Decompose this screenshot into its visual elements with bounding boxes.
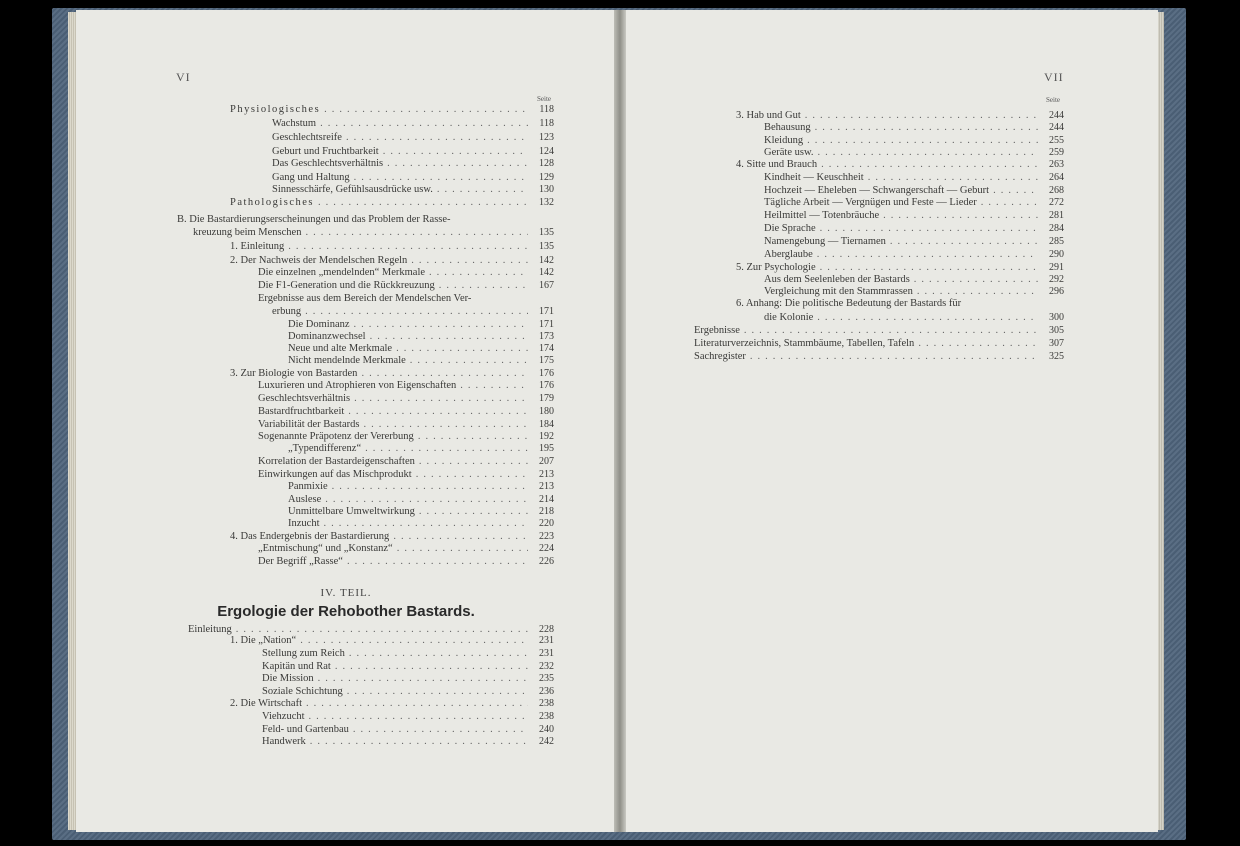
dot-leader xyxy=(820,262,1038,274)
dot-leader xyxy=(419,456,528,468)
dot-leader xyxy=(883,210,1038,222)
dot-leader xyxy=(817,249,1038,261)
toc-entry xyxy=(262,736,554,748)
toc-entry-title: Die Sprache xyxy=(764,223,816,234)
toc-entry xyxy=(764,122,1064,134)
toc-page-number: 259 xyxy=(1049,147,1064,158)
toc-entry-title: 4. Sitte und Brauch xyxy=(736,159,818,170)
dot-leader xyxy=(310,736,528,748)
toc-entry-title: Neue und alte Merkmale xyxy=(288,343,393,354)
toc-entry xyxy=(288,494,554,506)
toc-page-number: 305 xyxy=(1049,325,1064,336)
toc-page-number: 173 xyxy=(539,331,554,342)
toc-entry-title: Vergleichung mit den Stammrassen xyxy=(764,286,913,297)
toc-page-number: 171 xyxy=(539,319,554,330)
toc-entry xyxy=(258,543,554,555)
toc-page-number: 290 xyxy=(1049,249,1064,260)
toc-page-number: 231 xyxy=(539,635,554,646)
toc-entry xyxy=(288,443,554,455)
toc-entry-title: Hochzeit — Eheleben — Schwangerschaft — Geburt xyxy=(764,185,990,196)
toc-entry-title: Auslese xyxy=(288,494,322,505)
toc-page-number: 167 xyxy=(539,280,554,291)
toc-page-number: 240 xyxy=(539,724,554,735)
toc-page-number: 130 xyxy=(539,184,554,195)
dot-leader xyxy=(914,274,1038,286)
toc-entry-title: Viehzucht xyxy=(262,711,305,722)
toc-entry-title: Panmixie xyxy=(288,481,328,492)
toc-entry xyxy=(764,135,1064,147)
toc-entry xyxy=(262,648,554,660)
dot-leader xyxy=(807,135,1038,147)
toc-entry-title: B. Die Bastardierungserscheinungen und das Problem der Rasse- xyxy=(177,214,451,225)
toc-page-number: 132 xyxy=(539,197,554,208)
dot-leader xyxy=(387,158,528,170)
dot-leader xyxy=(460,380,528,392)
dot-leader xyxy=(288,241,528,253)
dot-leader xyxy=(324,518,529,530)
toc-entry xyxy=(694,351,1064,363)
toc-page-number: 232 xyxy=(539,661,554,672)
seite-label-right: Seite xyxy=(1046,96,1060,104)
toc-page-number: 135 xyxy=(539,241,554,252)
toc-entry xyxy=(258,280,554,292)
toc-page-number: 296 xyxy=(1049,286,1064,297)
toc-entry-title: Geschlechtsreife xyxy=(272,132,342,143)
toc-entry-title: Ergebnisse xyxy=(694,325,740,336)
toc-page-number: 213 xyxy=(539,469,554,480)
dot-leader xyxy=(439,280,528,292)
dot-leader xyxy=(429,267,528,279)
toc-page-number: 179 xyxy=(539,393,554,404)
toc-page-number: 128 xyxy=(539,158,554,169)
toc-page-number: 238 xyxy=(539,698,554,709)
toc-page-number: 244 xyxy=(1049,122,1064,133)
dot-leader xyxy=(397,543,528,555)
toc-entry-title: „Entmischung“ und „Konstanz“ xyxy=(258,543,393,554)
dot-leader xyxy=(348,406,528,418)
dot-leader xyxy=(354,319,528,331)
toc-entry-title: Inzucht xyxy=(288,518,320,529)
toc-entry-title: Kleidung xyxy=(764,135,804,146)
toc-entry-title: Einleitung xyxy=(188,624,232,635)
toc-page-number: 291 xyxy=(1049,262,1064,273)
toc-entry xyxy=(736,159,1064,171)
toc-page-number: 223 xyxy=(539,531,554,542)
toc-entry-title: Wachstum xyxy=(272,118,317,129)
toc-entry xyxy=(272,146,554,158)
dot-leader xyxy=(396,343,528,355)
toc-page-number: 175 xyxy=(539,355,554,366)
toc-entry-title: 2. Der Nachweis der Mendelschen Regeln xyxy=(230,255,408,266)
part-title: IV. TEIL. xyxy=(320,587,372,599)
dot-leader xyxy=(370,331,528,343)
toc-page-number: 263 xyxy=(1049,159,1064,170)
toc-entry xyxy=(262,661,554,673)
toc-entry xyxy=(288,355,554,367)
dot-leader xyxy=(393,531,528,543)
dot-leader xyxy=(354,393,528,405)
dot-leader xyxy=(305,306,528,318)
toc-entry-title: Feld- und Gartenbau xyxy=(262,724,349,735)
book-gutter xyxy=(614,10,626,832)
toc-entry-title: kreuzung beim Menschen xyxy=(193,227,302,238)
toc-entry-title: die Kolonie xyxy=(764,312,814,323)
toc-page-number: 214 xyxy=(539,494,554,505)
toc-entry xyxy=(258,293,471,305)
toc-entry xyxy=(764,286,1064,298)
toc-page-number: 176 xyxy=(539,380,554,391)
toc-page-number: 218 xyxy=(539,506,554,517)
toc-entry xyxy=(288,506,554,518)
toc-entry xyxy=(230,104,554,116)
left-page-number: VI xyxy=(176,70,191,84)
toc-entry xyxy=(262,711,554,723)
dot-leader xyxy=(300,635,528,647)
toc-page-number: 255 xyxy=(1049,135,1064,146)
toc-entry-title: 3. Zur Biologie von Bastarden xyxy=(230,368,358,379)
toc-entry-title: Aberglaube xyxy=(764,249,813,260)
toc-entry xyxy=(193,227,554,239)
toc-entry-title: Handwerk xyxy=(262,736,306,747)
toc-entry xyxy=(272,132,554,144)
dot-leader xyxy=(917,286,1038,298)
toc-entry xyxy=(736,262,1064,274)
toc-entry-title: 1. Einleitung xyxy=(230,241,285,252)
toc-page-number: 281 xyxy=(1049,210,1064,221)
toc-page-number: 135 xyxy=(539,227,554,238)
toc-entry-title: Aus dem Seelenleben der Bastards xyxy=(764,274,910,285)
toc-entry xyxy=(230,698,554,710)
toc-entry-title: 3. Hab und Gut xyxy=(736,110,801,121)
toc-entry xyxy=(262,686,554,698)
toc-entry-title: Sinnesschärfe, Gefühlsausdrücke usw. xyxy=(272,184,433,195)
toc-entry xyxy=(272,118,554,130)
toc-entry xyxy=(288,481,554,493)
toc-entry-title: Die Dominanz xyxy=(288,319,350,330)
toc-page-number: 272 xyxy=(1049,197,1064,208)
seite-label-left: Seite xyxy=(537,95,551,103)
toc-entry-title: Sachregister xyxy=(694,351,746,362)
toc-entry xyxy=(258,419,554,431)
toc-entry-title: 4. Das Endergebnis der Bastardierung xyxy=(230,531,390,542)
toc-entry xyxy=(694,338,1064,350)
toc-entry xyxy=(764,147,1064,159)
toc-page-number: 220 xyxy=(539,518,554,529)
toc-entry xyxy=(694,325,1064,337)
dot-leader xyxy=(820,223,1038,235)
dot-leader xyxy=(411,255,528,267)
dot-leader xyxy=(354,172,528,184)
toc-entry-title: Geschlechtsverhältnis xyxy=(258,393,351,404)
toc-page-number: 118 xyxy=(539,104,554,115)
dot-leader xyxy=(353,724,528,736)
dot-leader xyxy=(744,325,1038,337)
dot-leader xyxy=(993,185,1038,197)
toc-entry xyxy=(230,368,554,380)
toc-page-number: 174 xyxy=(539,343,554,354)
dot-leader xyxy=(309,711,528,723)
toc-page-number: 231 xyxy=(539,648,554,659)
toc-entry-title: Physiologisches xyxy=(230,104,321,115)
toc-page-number: 292 xyxy=(1049,274,1064,285)
toc-entry-title: 1. Die „Nation“ xyxy=(230,635,297,646)
toc-entry-title: Kapitän und Rat xyxy=(262,661,331,672)
toc-page-number: 268 xyxy=(1049,185,1064,196)
toc-page-number: 195 xyxy=(539,443,554,454)
toc-entry xyxy=(764,274,1064,286)
toc-entry xyxy=(272,184,554,196)
dot-leader xyxy=(335,661,528,673)
toc-entry xyxy=(262,673,554,685)
dot-leader xyxy=(349,648,528,660)
toc-entry xyxy=(764,172,1064,184)
dot-leader xyxy=(305,227,528,239)
toc-entry xyxy=(258,469,554,481)
dot-leader xyxy=(817,147,1038,159)
toc-entry xyxy=(258,380,554,392)
dot-leader xyxy=(817,312,1038,324)
dot-leader xyxy=(418,431,528,443)
toc-page-number: 226 xyxy=(539,556,554,567)
toc-page-number: 184 xyxy=(539,419,554,430)
toc-entry xyxy=(258,267,554,279)
toc-page-number: 325 xyxy=(1049,351,1064,362)
toc-page-number: 171 xyxy=(539,306,554,317)
toc-entry-title: 6. Anhang: Die politische Bedeutung der Bastards für xyxy=(736,298,962,309)
toc-entry-title: Gang und Haltung xyxy=(272,172,350,183)
dot-leader xyxy=(363,419,528,431)
toc-entry xyxy=(258,456,554,468)
toc-page-number: 142 xyxy=(539,267,554,278)
toc-entry-title: Behausung xyxy=(764,122,811,133)
dot-leader xyxy=(383,146,528,158)
dot-leader xyxy=(318,197,528,209)
toc-page-number: 264 xyxy=(1049,172,1064,183)
dot-leader xyxy=(306,698,528,710)
toc-page-number: 238 xyxy=(539,711,554,722)
toc-entry-title: Soziale Schichtung xyxy=(262,686,343,697)
toc-entry-title: 5. Zur Psychologie xyxy=(736,262,816,273)
toc-entry-title: Unmittelbare Umweltwirkung xyxy=(288,506,415,517)
dot-leader xyxy=(361,368,528,380)
toc-entry-title: Die Mission xyxy=(262,673,314,684)
toc-entry xyxy=(764,236,1064,248)
toc-entry xyxy=(258,393,554,405)
dot-leader xyxy=(347,556,528,568)
dot-leader xyxy=(325,494,528,506)
part-heading: Ergologie der Rehobother Bastards. xyxy=(217,603,475,620)
dot-leader xyxy=(890,236,1038,248)
dot-leader xyxy=(346,132,528,144)
toc-page-number: 236 xyxy=(539,686,554,697)
dot-leader xyxy=(332,481,528,493)
dot-leader xyxy=(815,122,1038,134)
toc-entry-title: Korrelation der Bastardeigenschaften xyxy=(258,456,415,467)
toc-entry xyxy=(764,223,1064,235)
toc-entry xyxy=(736,298,961,310)
toc-entry-title: Nicht mendelnde Merkmale xyxy=(288,355,406,366)
toc-page-number: 129 xyxy=(539,172,554,183)
dot-leader xyxy=(347,686,528,698)
toc-entry-title: Tägliche Arbeit — Vergnügen und Feste — Lieder xyxy=(764,197,977,208)
toc-page-number: 213 xyxy=(539,481,554,492)
toc-page-number: 224 xyxy=(539,543,554,554)
toc-entry-title: Der Begriff „Rasse“ xyxy=(258,556,343,567)
toc-page-number: 176 xyxy=(539,368,554,379)
toc-page-number: 207 xyxy=(539,456,554,467)
toc-page-number: 124 xyxy=(539,146,554,157)
dot-leader xyxy=(416,469,528,481)
toc-entry-title: Einwirkungen auf das Mischprodukt xyxy=(258,469,412,480)
dot-leader xyxy=(805,110,1038,122)
toc-entry-title: „Typendifferenz“ xyxy=(288,443,362,454)
toc-entry-title: Variabilität der Bastards xyxy=(258,419,360,430)
toc-entry-title: Pathologisches xyxy=(230,197,314,208)
toc-entry xyxy=(230,255,554,267)
toc-page-number: 307 xyxy=(1049,338,1064,349)
toc-page-number: 285 xyxy=(1049,236,1064,247)
toc-page-number: 235 xyxy=(539,673,554,684)
toc-entry xyxy=(288,331,554,343)
toc-entry xyxy=(288,518,554,530)
toc-entry-title: Das Geschlechtsverhältnis xyxy=(272,158,384,169)
toc-entry-title: Geräte usw. xyxy=(764,147,814,158)
dot-leader xyxy=(981,197,1038,209)
toc-entry xyxy=(764,249,1064,261)
dot-leader xyxy=(437,184,528,196)
toc-page-number: 284 xyxy=(1049,223,1064,234)
toc-entry xyxy=(764,210,1064,222)
dot-leader xyxy=(410,355,528,367)
toc-entry xyxy=(230,197,554,209)
toc-entry xyxy=(272,158,554,170)
toc-page-number: 228 xyxy=(539,624,554,635)
toc-entry-title: Bastardfruchtbarkeit xyxy=(258,406,345,417)
toc-entry-title: erbung xyxy=(272,306,302,317)
toc-entry-title: Ergebnisse aus dem Bereich der Mendelschen Ver- xyxy=(258,293,472,304)
toc-entry xyxy=(258,406,554,418)
toc-entry-title: Luxurieren und Atrophieren von Eigenschaften xyxy=(258,380,457,391)
dot-leader xyxy=(324,104,528,116)
toc-entry xyxy=(288,343,554,355)
toc-entry xyxy=(764,185,1064,197)
toc-entry xyxy=(230,241,554,253)
toc-entry-title: Namengebung — Tiernamen xyxy=(764,236,886,247)
toc-entry-title: Stellung zum Reich xyxy=(262,648,345,659)
toc-entry xyxy=(230,635,554,647)
toc-entry-title: Literaturverzeichnis, Stammbäume, Tabellen, Tafeln xyxy=(694,338,915,349)
dot-leader xyxy=(365,443,528,455)
toc-entry xyxy=(288,319,554,331)
toc-entry xyxy=(764,197,1064,209)
toc-entry xyxy=(262,724,554,736)
toc-entry-title: Die F1-Generation und die Rückkreuzung xyxy=(258,280,435,291)
toc-entry xyxy=(272,306,554,318)
dot-leader xyxy=(419,506,528,518)
dot-leader xyxy=(868,172,1038,184)
toc-page-number: 123 xyxy=(539,132,554,143)
toc-entry xyxy=(736,110,1064,122)
toc-entry-title: 2. Die Wirtschaft xyxy=(230,698,302,709)
dot-leader xyxy=(318,673,528,685)
toc-entry-title: Geburt und Fruchtbarkeit xyxy=(272,146,379,157)
toc-page-number: 142 xyxy=(539,255,554,266)
toc-page-number: 192 xyxy=(539,431,554,442)
toc-entry xyxy=(258,431,554,443)
toc-page-number: 244 xyxy=(1049,110,1064,121)
toc-page-number: 242 xyxy=(539,736,554,747)
toc-entry xyxy=(764,312,1064,324)
dot-leader xyxy=(918,338,1038,350)
toc-entry xyxy=(230,531,554,543)
toc-entry xyxy=(258,556,554,568)
toc-entry xyxy=(177,214,451,226)
right-page-number: VII xyxy=(1044,70,1064,84)
toc-page-number: 180 xyxy=(539,406,554,417)
dot-leader xyxy=(320,118,528,130)
toc-entry-title: Kindheit — Keuschheit xyxy=(764,172,864,183)
toc-entry-title: Heilmittel — Totenbräuche xyxy=(764,210,880,221)
toc-entry-title: Sogenannte Präpotenz der Vererbung xyxy=(258,431,414,442)
toc-page-number: 118 xyxy=(539,118,554,129)
dot-leader xyxy=(821,159,1038,171)
toc-entry-title: Dominanzwechsel xyxy=(288,331,366,342)
toc-entry-title: Die einzelnen „mendelnden“ Merkmale xyxy=(258,267,426,278)
toc-page-number: 300 xyxy=(1049,312,1064,323)
dot-leader xyxy=(750,351,1038,363)
toc-entry xyxy=(272,172,554,184)
